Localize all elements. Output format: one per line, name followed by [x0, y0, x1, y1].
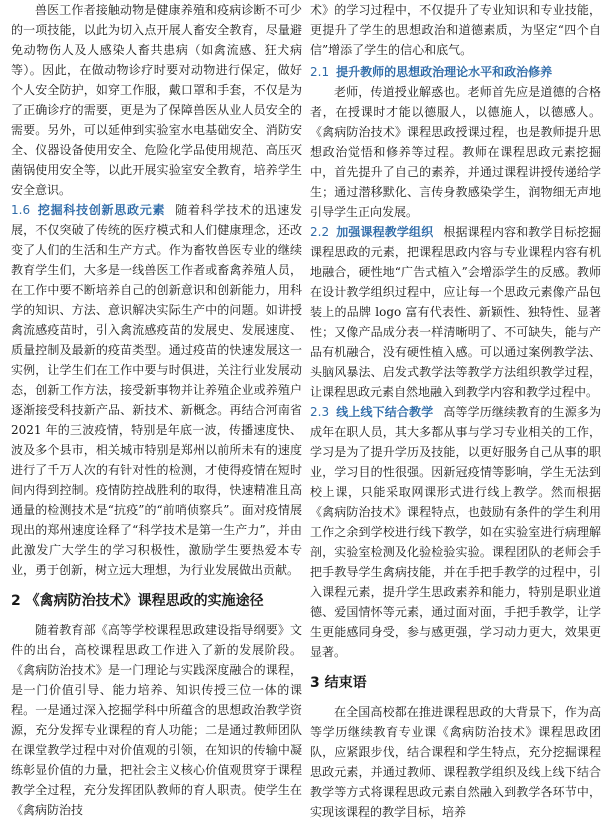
left-column [11, 0, 302, 820]
subsection-number: 2.1 [310, 65, 330, 79]
subsection-text: 根据课程内容和教学目标挖掘课程思政的元素，把课程思政内容与专业课程内容有机地融合，硬性地“广告式植入”会增添学生的反感。教师在设计教学组织过程中，应让每一个思政元素像产品包装上的品牌 logo 富有代表性、新颖性、独特性、显著性；又像产品成分表一样清晰明了、不可缺失，能与产品有机融合，没有硬性植入感。可以通过案例教学法、头脑风暴法、启发式教学法等教学方法组织教学过程，让课程思政元素自然地融入到教学内容和教学过程中。 [310, 225, 601, 399]
paragraph-safety-education: 兽医工作者接触动物是健康养殖和疫病诊断不可少的一项技能，以此为切入点开展人畜安全教育，尽量避免动物伤人及人感染人畜共患病（如禽流感、狂犬病等）。因此，在做动物诊疗时要对动物进行保定，做好个人安全防护，如穿工作服，戴口罩和手套，不仅是为了正确诊疗的需要，更是为了保障兽医从业人员安全的需要。另外，可以延伸到实验室水电基础安全、消防安全、仪器设备使用安全、危险化学品使用规范、高压灭菌锅使用安全等，以此开展实验室安全教育，培养学生安全意识。 [11, 3, 302, 197]
subsection-title: 线上线下结合教学 [336, 405, 434, 419]
subsection-title: 挖掘科技创新思政元素 [37, 203, 166, 217]
paragraph-subsection-2-1: 老师，传道授业解惑也。老师首先应是道德的合格者，在授课时才能以德服人，以德施人，以德感人。《禽病防治技术》课程思政授课过程，也是教师提升思想政治觉悟和修养等过程。教师在课程思政元素挖掘中，首先提升了自己的素养，并通过课程讲授传递给学生；通过潜移默化、言传身教感染学生，润物细无声地引导学生正向发展。 [310, 85, 601, 219]
subsection-2-1-heading [310, 62, 601, 82]
paragraph-section-2: 随着教育部《高等学校课程思政建设指导纲要》文件的出台，高校课程思政工作进入了新的发展阶段。《禽病防治技术》是一门理论与实践深度融合的课程，是一门价值引导、能力培养、知识传授三位一体的课程。一是通过深入挖掘学科中所蕴含的思想政治教学资源，充分发挥专业课程的育人功能；二是通过教师团队在课堂教学过程中对价值观的引领，在知识的传输中凝练彰显价值的力量，把社会主义核心价值观贯穿于课程教学全过程，充分发挥团队教师的育人职责。使学生在《禽病防治技 [11, 623, 302, 817]
section-3-heading: 3 结束语 [310, 675, 367, 691]
subsection-2-2 [310, 222, 601, 402]
paragraph-continued: 术》的学习过程中，不仅提升了专业知识和专业技能，更提升了学生的思想政治和道德素质，为坚定“四个自信”增添了学生的信心和底气。 [310, 3, 601, 57]
subsection-text: 随着科学技术的迅速发展，不仅突破了传统的医疗模式和人们健康理念，还改变了人们的生活和生产方式。作为畜牧兽医专业的继续教育学生们，大多是一线兽医工作者或畜禽养殖人员，在工作中要不断培养自己的创新意识和创新能力，用科学的知识、方法、意识解决实际生产中的问题。如讲授禽流感疫苗时，引入禽流感疫苗的发展史、发展速度、质量控制及最新的疫苗类型。通过疫苗的快速发展这一实例，让学生们在工作中要与时俱进，关注行业发展动态，创新工作方法，接受新事物并让养殖企业或养殖户逐渐接受科技新产品、新技术、新概念。再结合河南省 2021 年的三波疫情，特别是年底一波，传播速度快、波及多个县市，相关城市特别是郑州以前所未有的速度进行了千万人次的有针对性的检测，才使得疫情在短时间内得到控制。疫情防控战胜利的取得，快速精准且高通量的检测技术是“抗疫”的“前哨侦察兵”。面对疫情展现出的郑州速度诠释了“科学技术是第一生产力”，并由此激发广大学生的学习积极性，激励学生要热爱本专业，勇于创新，树立远大理想，为行业发展做出贡献。 [11, 203, 302, 577]
subsection-number: 1.6 [11, 203, 31, 217]
subsection-2-3 [310, 402, 601, 662]
subsection-title: 加强课程教学组织 [336, 225, 434, 239]
subsection-number: 2.2 [310, 225, 330, 239]
right-column [310, 0, 601, 822]
section-2-heading: 2 《禽病防治技术》课程思政的实施途径 [11, 593, 264, 609]
paragraph-conclusion: 在全国高校都在推进课程思政的大背景下，作为高等学历继续教育专业课《禽病防治技术》课程思政团队，应紧跟步伐，结合课程和学生特点，充分挖掘课程思政元素，并通过教师、课程教学组织及线上线下结合教学等方式将课程思政元素自然融入到教学各环节中，实现该课程的教学目标，培养 [310, 705, 601, 819]
subsection-number: 2.3 [310, 405, 330, 419]
subsection-text: 高等学历继续教育的生源多为成年在职人员，其大多都从事与学习专业相关的工作，学习是为了提升学历及技能，以更好服务自己从事的职业，学习目的性很强。因新冠疫情等影响，学生无法到校上课，只能采取网课形式进行线上教学。然而根据《禽病防治技术》课程特点，也鼓励有条件的学生利用工作之余到学校进行线下教学，如在实验室进行病理解剖，实验室检测及化验检验实验。课程团队的老师会手把手教导学生禽病技能，并在手把手教学的过程中，引入课程元素，提升学生思政素养和能力，特别是职业道德、爱国情怀等元素，通过面对面，手把手教学，让学生更能感同身受，参与感更强，学习动力更大，效果更显著。 [310, 405, 601, 659]
subsection-1-6 [11, 200, 302, 580]
subsection-title: 提升教师的思想政治理论水平和政治修养 [336, 65, 553, 79]
